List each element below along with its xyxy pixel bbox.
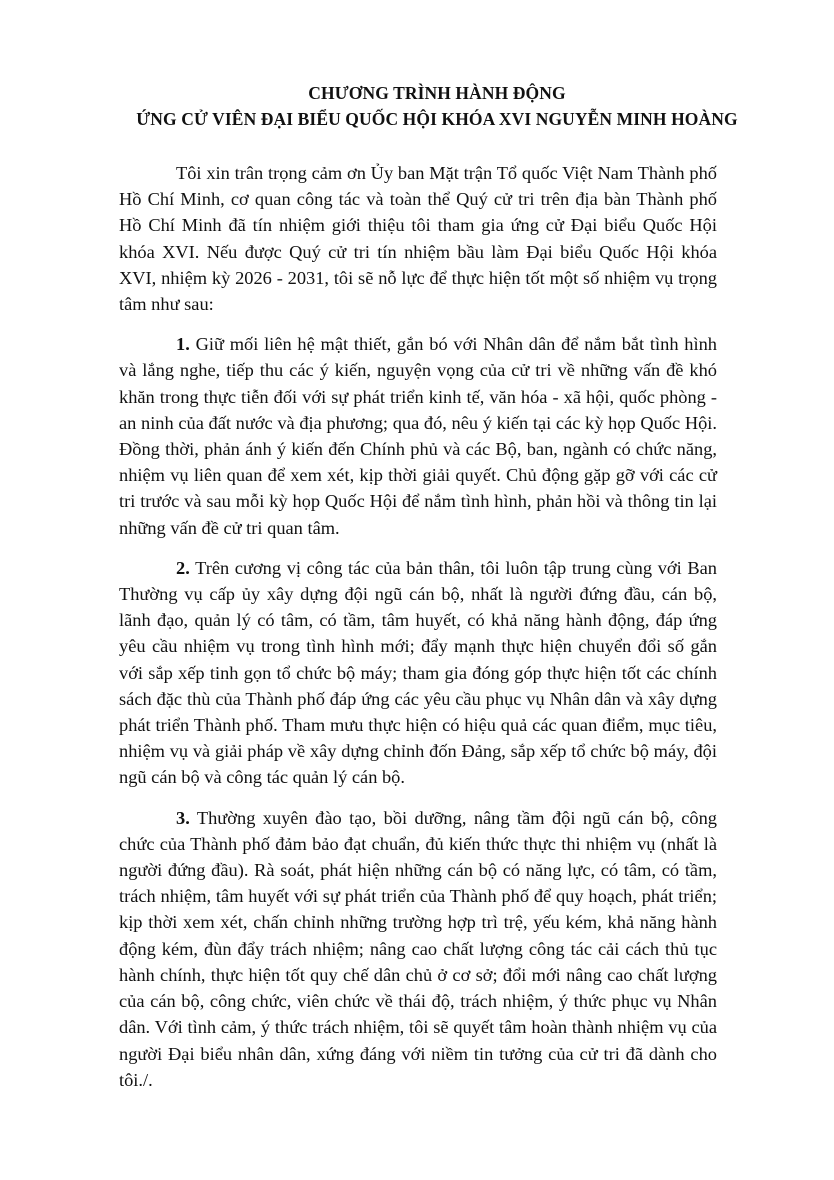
item-text-1: Giữ mối liên hệ mật thiết, gắn bó với Nhân dân để nắm bắt tình hình và lắng nghe, tiếp thu các ý kiến, nguyện vọng của cử tri về những vấn đề khó khăn trong thực tiễn đối với sự phát triển kinh tế, văn hóa - xã hội, quốc phòng - an ninh của đất nước và địa phương; qua đó, nêu ý kiến tại các kỳ họp Quốc Hội. Đồng thời, phản ánh ý kiến đến Chính phủ và các Bộ, ban, ngành có chức năng, nhiệm vụ liên quan để xem xét, kịp thời giải quyết. Chủ động gặp gỡ với các cử tri trước và sau mỗi kỳ họp Quốc Hội để nắm tình hình, phản hồi và thông tin lại những vấn đề cử tri quan tâm. (119, 334, 717, 538)
title-line-1: CHƯƠNG TRÌNH HÀNH ĐỘNG (308, 83, 566, 103)
document-body (119, 160, 717, 1107)
title-line-2: ỨNG CỬ VIÊN ĐẠI BIỂU QUỐC HỘI KHÓA XVI NGUYỄN MINH HOÀNG (136, 109, 738, 129)
item-number-2: 2. (176, 557, 190, 578)
item-text-3: Thường xuyên đào tạo, bồi dưỡng, nâng tầm đội ngũ cán bộ, công chức của Thành phố đảm bảo đạt chuẩn, đủ kiến thức thực thi nhiệm vụ (nhất là người đứng đầu). Rà soát, phát hiện những cán bộ có năng lực, có tâm, có tầm, trách nhiệm, tâm huyết với sự phát triển của Thành phố để quy hoạch, phát triển; kịp thời xem xét, chấn chỉnh những trường hợp trì trệ, yếu kém, khả năng hành động kém, đùn đẩy trách nhiệm; nâng cao chất lượng công tác cải cách thủ tục hành chính, thực hiện tốt quy chế dân chủ ở cơ sở; đổi mới nâng cao chất lượng của cán bộ, công chức, viên chức về thái độ, trách nhiệm, ý thức phục vụ Nhân dân. Với tình cảm, ý thức trách nhiệm, tôi sẽ quyết tâm hoàn thành nhiệm vụ của người Đại biểu nhân dân, xứng đáng với niềm tin tưởng của cử tri đã dành cho tôi./. (119, 807, 717, 1090)
item-text-2: Trên cương vị công tác của bản thân, tôi luôn tập trung cùng với Ban Thường vụ cấp ủy xây dựng đội ngũ cán bộ, nhất là người đứng đầu, cán bộ, lãnh đạo, quản lý có tâm, có tầm, tâm huyết, có khả năng hành động, đáp ứng yêu cầu nhiệm vụ trong tình hình mới; đẩy mạnh thực hiện chuyển đổi số gắn với sắp xếp tinh gọn tổ chức bộ máy; tham gia đóng góp thực hiện tốt các chính sách đặc thù của Thành phố đáp ứng các yêu cầu phục vụ Nhân dân và xây dựng phát triển Thành phố. Tham mưu thực hiện có hiệu quả các quan điểm, mục tiêu, nhiệm vụ và giải pháp về xây dựng chỉnh đốn Đảng, sắp xếp tổ chức bộ máy, đội ngũ cán bộ và công tác quản lý cán bộ. (119, 557, 717, 788)
item-paragraph-1 (119, 331, 717, 541)
item-paragraph-2 (119, 555, 717, 791)
item-number-1: 1. (176, 334, 190, 355)
document-title (90, 80, 784, 132)
item-paragraph-3 (119, 805, 717, 1093)
item-number-3: 3. (176, 807, 190, 828)
intro-paragraph: Tôi xin trân trọng cảm ơn Ủy ban Mặt trận Tổ quốc Việt Nam Thành phố Hồ Chí Minh, cơ quan công tác và toàn thể Quý cử tri trên địa bàn Thành phố Hồ Chí Minh đã tín nhiệm giới thiệu tôi tham gia ứng cử Đại biểu Quốc Hội khóa XVI. Nếu được Quý cử tri tín nhiệm bầu làm Đại biểu Quốc Hội khóa XVI, nhiệm kỳ 2026 - 2031, tôi sẽ nỗ lực để thực hiện tốt một số nhiệm vụ trọng tâm như sau: (119, 163, 717, 315)
